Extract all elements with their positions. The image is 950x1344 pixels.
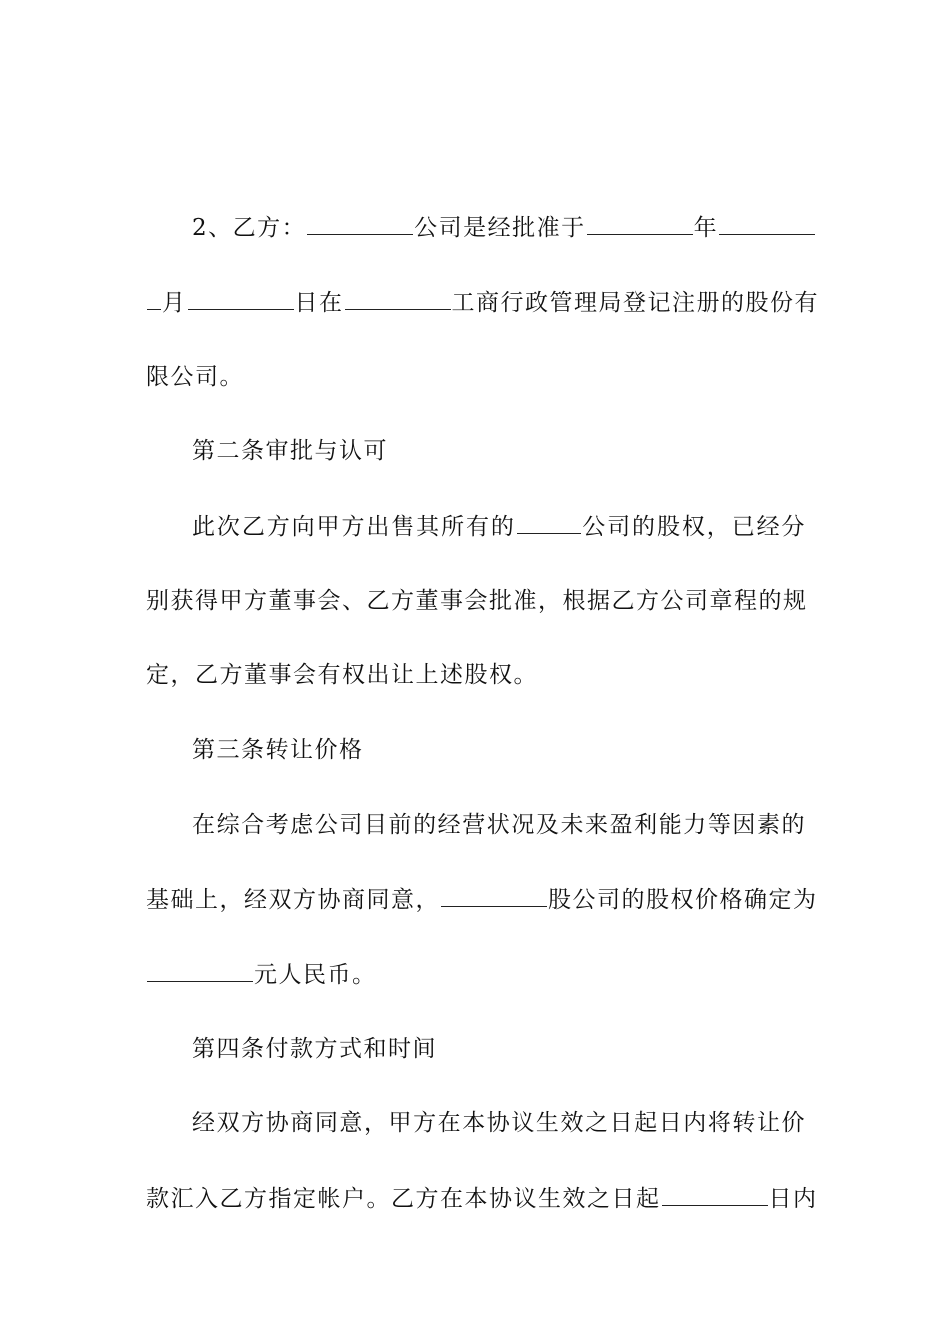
article-3-line-3: 元人民币。 [146, 959, 806, 990]
blank-company-name [307, 212, 413, 235]
article-4-line-1: 经双方协商同意，甲方在本协议生效之日起日内将转让价 [192, 1110, 806, 1136]
party-b-label: 2、乙方： [192, 215, 307, 241]
blank-month-tail [147, 287, 161, 310]
blank-year [587, 212, 693, 235]
article-2-line-2: 别获得甲方董事会、乙方董事会批准，根据乙方公司章程的规 [146, 588, 808, 614]
blank-price-amount [147, 959, 253, 982]
party-b-line-3: 限公司。 [146, 364, 244, 390]
article-3-line-2: 基础上，经双方协商同意， 股公司的股权价格确定为 [146, 884, 806, 915]
blank-registry [345, 287, 451, 310]
article-4-line-2: 款汇入乙方指定帐户。乙方在本协议生效之日起 日内 [146, 1183, 806, 1214]
blank-day [188, 287, 294, 310]
article-2-line-1: 此次乙方向甲方出售其所有的 公司的股权，已经分 [192, 511, 806, 542]
blank-share-company [441, 884, 547, 907]
article-3-line-1: 在综合考虑公司目前的经营状况及未来盈利能力等因素的 [192, 812, 806, 838]
blank-equity-company [517, 511, 581, 534]
article-2-heading: 第二条审批与认可 [192, 438, 388, 464]
party-b-line-1: 2、乙方： 公司是经批准于 年 [192, 212, 806, 243]
blank-days [662, 1183, 768, 1206]
article-3-heading: 第三条转让价格 [192, 737, 364, 763]
blank-month [719, 212, 815, 235]
article-4-heading: 第四条付款方式和时间 [192, 1036, 437, 1062]
party-b-line-2: 月 日在 工商行政管理局登记注册的股份有 [146, 287, 806, 318]
article-2-line-3: 定，乙方董事会有权出让上述股权。 [146, 662, 538, 688]
